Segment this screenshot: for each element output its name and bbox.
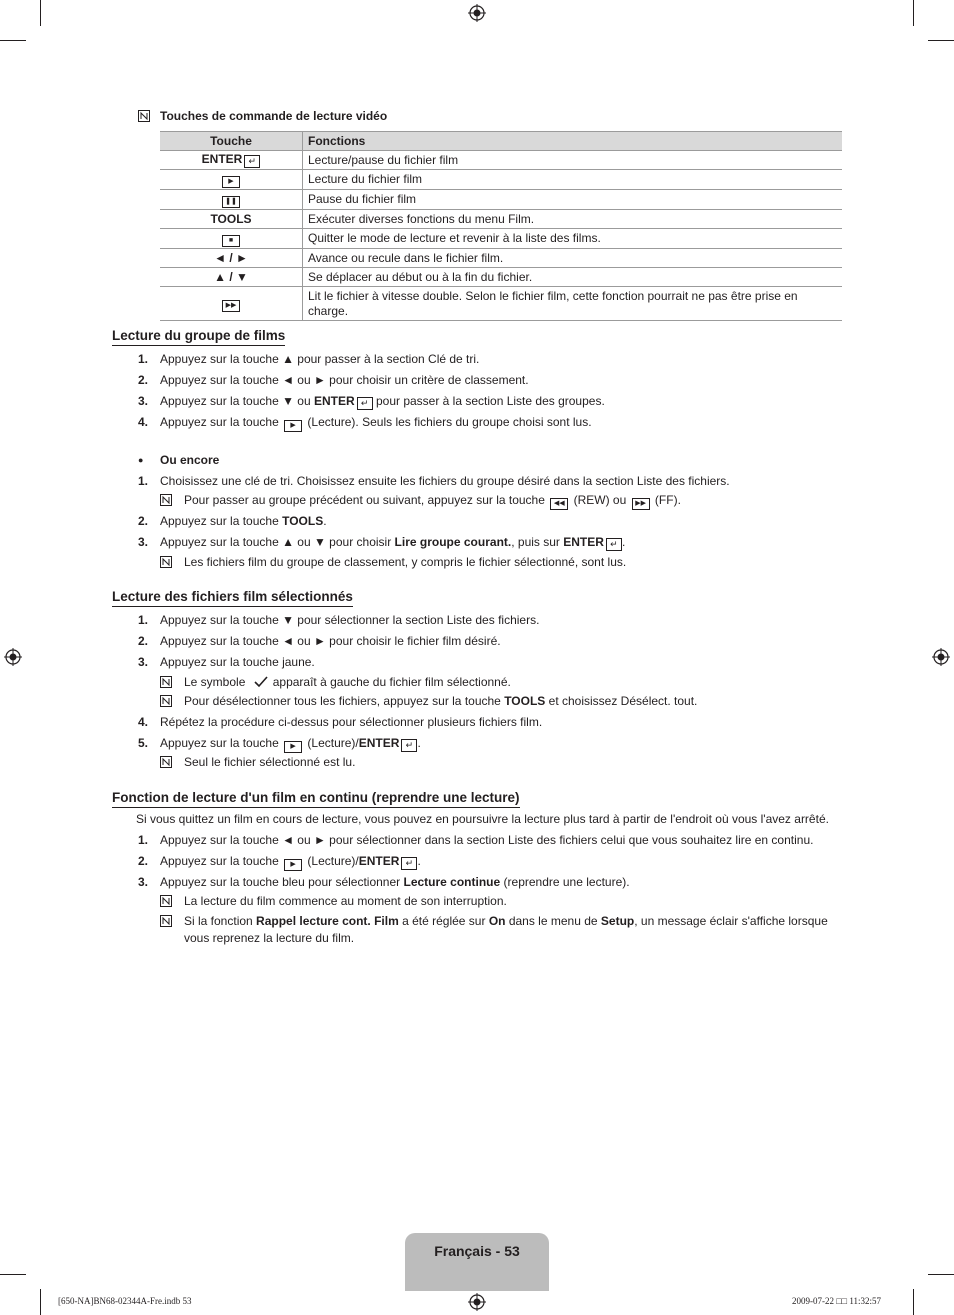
column-header-key: Touche: [160, 132, 303, 151]
text-part: .: [621, 535, 626, 549]
function-cell: Lecture/pause du fichier film: [303, 151, 843, 170]
fast-forward-icon: ▶▶: [632, 498, 650, 510]
step-text: [160, 514, 327, 529]
section-heading-resume-playback: Fonction de lecture d'un film en continu (reprendre une lecture): [112, 790, 520, 808]
option-label: Lire groupe courant.: [394, 535, 512, 549]
step-text: Appuyez sur la touche jaune.: [160, 655, 315, 669]
stop-icon: ■: [222, 235, 240, 247]
crop-mark: [928, 1274, 954, 1275]
text-part: Appuyez sur la touche bleu pour sélectionner: [160, 875, 404, 889]
table-row: [160, 287, 842, 321]
note-icon: [138, 110, 150, 122]
print-file-info: [650-NA]BN68-02344A-Fre.indb 53: [58, 1296, 192, 1306]
text-part: a été réglée sur: [398, 914, 489, 928]
play-icon: ▶: [284, 741, 302, 753]
note-text: [184, 914, 828, 929]
crop-mark: [0, 1274, 26, 1275]
step-number: 3.: [138, 394, 149, 408]
playback-keys-table: [160, 131, 842, 321]
play-icon: ▶: [284, 859, 302, 871]
text-part: .: [417, 854, 421, 868]
enter-icon: ↵: [357, 397, 373, 410]
crop-mark: [40, 0, 41, 26]
option-label: Lecture continue: [403, 875, 501, 889]
crop-mark: [913, 1289, 914, 1315]
step-number: 4.: [138, 715, 149, 729]
text-part: .: [417, 736, 421, 750]
text-part: (Lecture)/: [304, 854, 359, 868]
column-header-function: Fonctions: [303, 132, 843, 151]
function-cell: Exécuter diverses fonctions du menu Film.: [303, 210, 843, 229]
step-text: [160, 415, 592, 432]
enter-label: ENTER: [563, 535, 604, 549]
step-text: [160, 736, 421, 753]
function-cell: Pause du fichier film: [303, 190, 843, 210]
function-cell: Lit le fichier à vitesse double. Selon le fichier film, cette fonction pourrait ne pas être prise en charge.: [303, 287, 843, 321]
key-cell: ◄ / ►: [160, 249, 303, 268]
note-text: Seul le fichier sélectionné est lu.: [184, 755, 356, 769]
step-text: Appuyez sur la touche ◄ ou ► pour choisir un critère de classement.: [160, 373, 529, 387]
table-row: [160, 190, 842, 210]
step-number: 5.: [138, 736, 149, 750]
page-number: Français - 53: [434, 1243, 520, 1259]
step-number: 1.: [138, 833, 149, 847]
step-number: 2.: [138, 514, 149, 528]
page-number-tab: [405, 1233, 549, 1291]
function-cell: Lecture du fichier film: [303, 170, 843, 190]
key-cell: [160, 190, 303, 210]
crop-mark: [40, 1289, 41, 1315]
registration-mark-icon: [468, 1293, 486, 1311]
rewind-icon: ◀◀: [550, 498, 568, 510]
table-title: Touches de commande de lecture vidéo: [160, 109, 388, 123]
note-text: [184, 675, 511, 690]
step-number: 3.: [138, 875, 149, 889]
step-number: 2.: [138, 373, 149, 387]
enter-icon: ↵: [606, 538, 622, 551]
key-cell: ▲ / ▼: [160, 268, 303, 287]
step-number: 3.: [138, 655, 149, 669]
text-part: Appuyez sur la touche ▲ ou ▼ pour choisir: [160, 535, 395, 549]
enter-label: ENTER: [358, 736, 400, 750]
step-text: [160, 875, 630, 890]
registration-mark-icon: [4, 648, 22, 666]
function-cell: Quitter le mode de lecture et revenir à la liste des films.: [303, 229, 843, 249]
enter-label: ENTER: [358, 854, 400, 868]
text-part: (REW) ou: [570, 493, 630, 507]
text-part: apparaît à gauche du fichier film sélectionné.: [272, 675, 511, 689]
enter-icon: ↵: [244, 155, 260, 168]
crop-mark: [0, 40, 26, 41]
text-part: (Lecture)/: [304, 736, 359, 750]
note-text: [184, 694, 697, 709]
table-row: [160, 170, 842, 190]
table-row: [160, 210, 842, 229]
text-part: .: [323, 514, 327, 528]
play-icon: ▶: [222, 176, 240, 188]
step-number: 4.: [138, 415, 149, 429]
pause-icon: ❚❚: [222, 196, 240, 208]
text-part: et choisissez Désélect. tout.: [545, 694, 698, 708]
step-number: 2.: [138, 854, 149, 868]
step-text: Appuyez sur la touche ◄ ou ► pour sélectionner dans la section Liste des fichiers celui que vous souhaitez lire en continu.: [160, 833, 814, 847]
crop-mark: [928, 40, 954, 41]
option-label: Setup: [600, 914, 635, 928]
fast-forward-icon: ▶▶: [222, 300, 240, 312]
section-heading-selected-files: Lecture des fichiers film sélectionnés: [112, 589, 353, 607]
print-timestamp: 2009-07-22 □□ 11:32:57: [792, 1296, 882, 1306]
text-part: pour passer à la section Liste des groupes.: [372, 394, 605, 408]
option-label: On: [488, 914, 506, 928]
table-header-row: [160, 132, 842, 151]
step-text: Appuyez sur la touche ▼ pour sélectionner la section Liste des fichiers.: [160, 613, 540, 627]
text-part: Le symbole: [184, 675, 246, 689]
text-part: Appuyez sur la touche: [160, 415, 283, 429]
enter-icon: ↵: [401, 857, 417, 870]
text-part: Pour désélectionner tous les fichiers, appuyez sur la touche: [184, 694, 505, 708]
registration-mark-icon: [932, 648, 950, 666]
text-part: Si la fonction: [184, 914, 257, 928]
step-number: 1.: [138, 613, 149, 627]
step-text: Appuyez sur la touche ▲ pour passer à la section Clé de tri.: [160, 352, 480, 366]
tools-label: TOOLS: [504, 694, 546, 708]
note-icon: [160, 556, 172, 568]
step-text: Répétez la procédure ci-dessus pour sélectionner plusieurs fichiers film.: [160, 715, 543, 729]
key-cell: [160, 229, 303, 249]
step-text: [160, 854, 421, 871]
play-icon: ▶: [284, 420, 302, 432]
text-part: Appuyez sur la touche: [160, 514, 283, 528]
table-row: [160, 268, 842, 287]
text-part: (reprendre une lecture).: [500, 875, 630, 889]
note-icon: [160, 895, 172, 907]
note-icon: [160, 695, 172, 707]
note-text-continued: vous reprenez la lecture du film.: [184, 931, 355, 945]
note-icon: [160, 676, 172, 688]
note-text: La lecture du film commence au moment de son interruption.: [184, 894, 507, 908]
step-number: 3.: [138, 535, 149, 549]
table-row: [160, 229, 842, 249]
text-part: , puis sur: [511, 535, 564, 549]
key-cell: TOOLS: [160, 210, 303, 229]
text-part: Appuyez sur la touche ▼ ou: [160, 394, 314, 408]
enter-label: ENTER: [313, 394, 355, 408]
section-intro: Si vous quittez un film en cours de lecture, vous pouvez en poursuivre la lecture plus tard à partir de l'endroit où vous l'avez arrêté.: [136, 812, 829, 826]
key-cell: [160, 287, 303, 321]
section-heading-group-playback: Lecture du groupe de films: [112, 328, 285, 346]
key-cell: [160, 151, 303, 170]
text-part: Appuyez sur la touche: [160, 854, 283, 868]
text-part: Appuyez sur la touche: [160, 736, 283, 750]
table-row: [160, 151, 842, 170]
step-text: [160, 535, 625, 551]
option-label: Rappel lecture cont. Film: [256, 914, 399, 928]
enter-icon: ↵: [401, 739, 417, 752]
step-number: 1.: [138, 352, 149, 366]
text-part: (FF).: [651, 493, 681, 507]
step-text: Choisissez une clé de tri. Choisissez ensuite les fichiers du groupe désiré dans la section Liste des fichiers.: [160, 474, 730, 488]
step-text: [160, 394, 605, 410]
step-text: Appuyez sur la touche ◄ ou ► pour choisir le fichier film désiré.: [160, 634, 501, 648]
note-icon: [160, 915, 172, 927]
text-part: , un message éclair s'affiche lorsque: [634, 914, 828, 928]
note-icon: [160, 756, 172, 768]
note-text: Les fichiers film du groupe de classement, y compris le fichier sélectionné, sont lus.: [184, 555, 627, 569]
bullet-heading: Ou encore: [160, 453, 220, 467]
note-icon: [160, 494, 172, 506]
text-part: Pour passer au groupe précédent ou suivant, appuyez sur la touche: [184, 493, 549, 507]
enter-key-label: ENTER: [201, 152, 243, 166]
text-part: (Lecture). Seuls les fichiers du groupe choisi sont lus.: [304, 415, 592, 429]
table-row: [160, 249, 842, 268]
key-cell: [160, 170, 303, 190]
crop-mark: [913, 0, 914, 26]
tools-label: TOOLS: [282, 514, 324, 528]
text-part: dans le menu de: [505, 914, 601, 928]
note-text: [184, 493, 681, 510]
step-number: 1.: [138, 474, 149, 488]
registration-mark-icon: [468, 4, 486, 22]
bullet-icon: ●: [138, 455, 144, 465]
function-cell: Avance ou recule dans le fichier film.: [303, 249, 843, 268]
step-number: 2.: [138, 634, 149, 648]
function-cell: Se déplacer au début ou à la fin du fichier.: [303, 268, 843, 287]
checkmark-icon: [253, 676, 269, 688]
